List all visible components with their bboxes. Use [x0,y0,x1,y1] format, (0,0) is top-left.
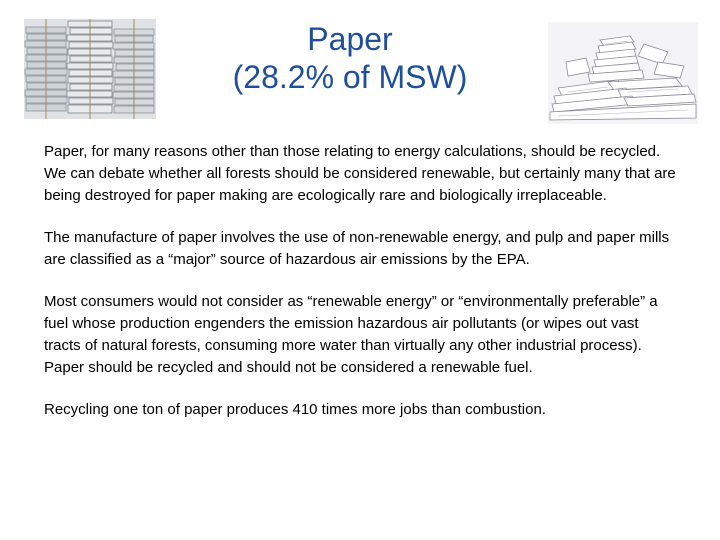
paper-pile-icon [548,22,698,124]
paragraph-recycling-jobs: Recycling one ton of paper produces 410 times more jobs than combustion. [44,401,546,418]
paragraph-recycling-forests: Paper, for many reasons other than those relating to energy calculations, should be recycled. We can debate whether all forests should be considered renewable, but certainly many that are being destroyed for paper making are ecologically rare and biologically irreplaceable. [44,143,676,204]
paragraph-consumers-renewable: Most consumers would not consider as “renewable energy” or “environmentally preferable” a fuel whose production engenders the emission hazardous air pollutants (or wipes out vast tracts of natural forests, consuming more water than virtually any other industrial process). Paper should be recycled and should not be considered a renewable fuel. [44,293,658,376]
paper-pile-image [548,22,698,124]
title-line-1: Paper [307,21,393,57]
paragraph-manufacture-emissions: The manufacture of paper involves the use of non-renewable energy, and pulp and paper mills are classified as a “major” source of hazardous air emissions by the EPA. [44,229,670,268]
title-line-2: (28.2% of MSW) [232,59,468,95]
slide-title [160,20,540,96]
slide-body [44,141,676,441]
stacked-newspapers-image [24,19,156,119]
stacked-newspapers-icon [24,19,156,119]
